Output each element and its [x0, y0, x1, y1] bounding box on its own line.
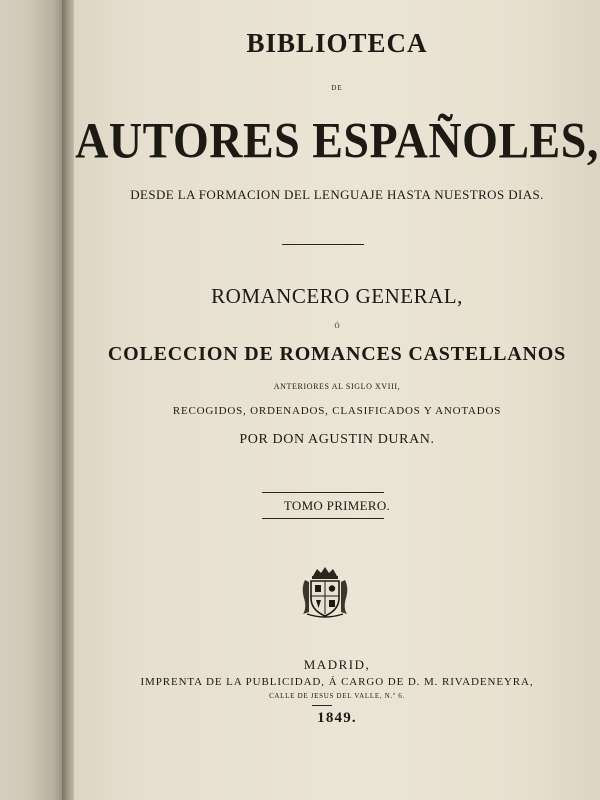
publication-year: 1849. — [317, 710, 357, 726]
series-title: BIBLIOTECA — [246, 28, 428, 58]
main-title: AUTORES ESPAÑOLES, — [75, 112, 599, 169]
facing-page-edge — [0, 0, 66, 800]
conjunction-de: DE — [331, 84, 343, 92]
volume-label: TOMO PRIMERO. — [283, 498, 391, 513]
work-title: ROMANCERO GENERAL, — [211, 284, 463, 308]
conjunction-o: Ó — [334, 322, 340, 330]
volume-rule-bottom — [262, 518, 384, 519]
printer-address: CALLE DE JESUS DEL VALLE, N.º 6. — [269, 692, 405, 700]
year-rule — [312, 705, 332, 706]
divider-rule — [282, 244, 364, 245]
author-line: POR DON AGUSTIN DURAN. — [239, 432, 435, 447]
volume-rule-top — [262, 492, 384, 493]
collection-title: COLECCION DE ROMANCES CASTELLANOS — [107, 343, 567, 365]
editorial-note: RECOGIDOS, ORDENADOS, CLASIFICADOS Y ANOTADOS — [172, 405, 502, 417]
coat-of-arms-icon — [297, 564, 353, 620]
printer-line: IMPRENTA DE LA PUBLICIDAD, Á CARGO DE D. M. RIVADENEYRA, — [140, 676, 534, 688]
period-note: ANTERIORES AL SIGLO XVIII, — [273, 382, 401, 391]
title-page — [74, 0, 600, 800]
subtitle: DESDE LA FORMACION DEL LENGUAJE HASTA NUESTROS DIAS. — [130, 187, 544, 202]
imprint-city: MADRID, — [303, 657, 371, 672]
